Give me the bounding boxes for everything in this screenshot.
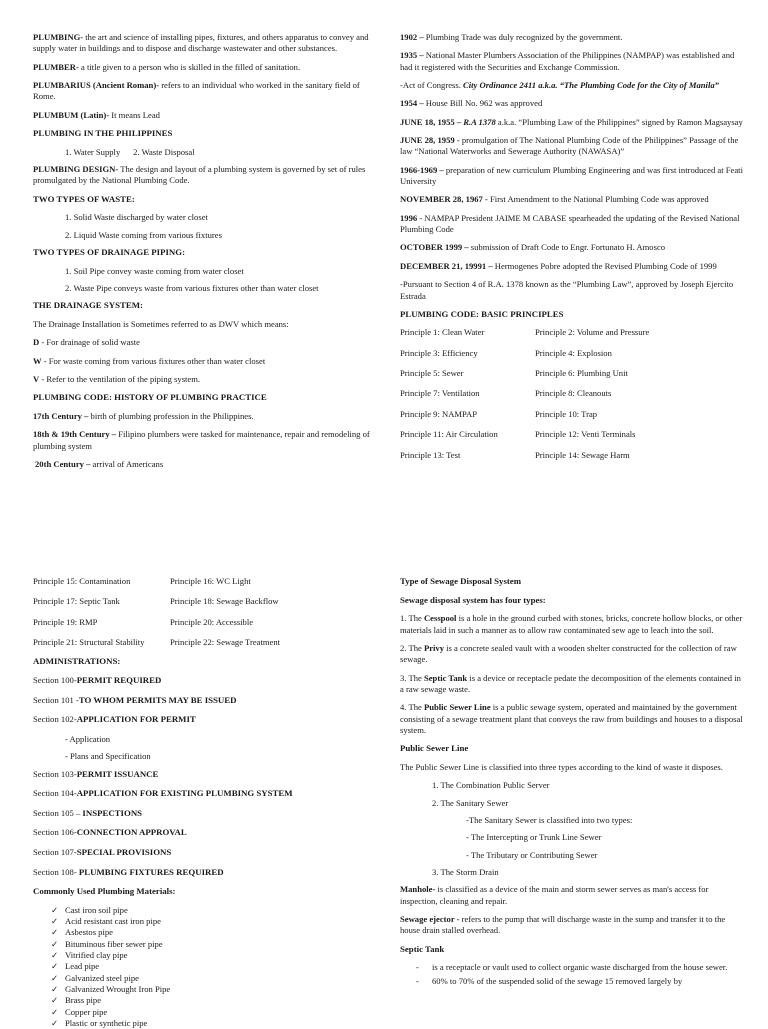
history-act: -Act of Congress. City Ordinance 2411 a.k.a. “The Plumbing Code for the City of Manila” bbox=[400, 80, 719, 91]
sanitary-sewer-text: -The Sanitary Sewer is classified into two types: bbox=[466, 814, 633, 825]
principle-item: Principle 17: Septic Tank bbox=[33, 596, 120, 607]
check-icon: ✓ bbox=[51, 950, 59, 961]
heading-basic-principles: PLUMBING CODE: BASIC PRINCIPLES bbox=[400, 308, 564, 319]
section-item: Section 105 – INSPECTIONS bbox=[33, 807, 143, 818]
history-1935: 1935 – National Master Plumbers Association of the Philippines (NAMPAP) was established and had it registered with the Securities and Exchange Commission. bbox=[400, 50, 735, 72]
sewer-type-item: 2. The Sanitary Sewer bbox=[432, 797, 509, 808]
philippines-items: 1. Water Supply 2. Waste Disposal bbox=[65, 146, 195, 157]
principles-grid-continued bbox=[33, 576, 373, 648]
drainage-text: The Drainage Installation is Sometimes referred to as DWV which means: bbox=[33, 318, 289, 329]
list-item: ✓ Acid resistant cast iron pipe bbox=[51, 916, 161, 927]
history-17th: 17th Century – birth of plumbing profession in the Philippines. bbox=[33, 410, 254, 421]
application-item: - Plans and Specification bbox=[65, 751, 151, 762]
heading-history: PLUMBING CODE: HISTORY OF PLUMBING PRACTICE bbox=[33, 392, 267, 403]
column-definitions bbox=[33, 32, 373, 477]
history-20th: 20th Century – arrival of Americans bbox=[35, 458, 164, 469]
principle-item: Principle 16: WC Light bbox=[170, 576, 251, 586]
heading-septic-tank: Septic Tank bbox=[400, 943, 445, 954]
heading-four-types: Sewage disposal system has four types: bbox=[400, 594, 546, 605]
column-sewage-disposal bbox=[400, 576, 745, 989]
heading-drainage-piping: TWO TYPES OF DRAINAGE PIPING: bbox=[33, 247, 186, 257]
sewer-type-item: 1. The Combination Public Server bbox=[432, 780, 550, 791]
section-item: Section 107-SPECIAL PROVISIONS bbox=[33, 846, 172, 857]
list-item: ✓ Copper pipe bbox=[51, 1006, 108, 1017]
principle-item: Principle 22: Sewage Treatment bbox=[170, 637, 281, 648]
principle-item: Principle 4: Explosion bbox=[535, 347, 612, 358]
principle-item: Principle 2: Volume and Pressure bbox=[535, 327, 650, 338]
dwv-v: V - Refer to the ventilation of the piping system. bbox=[33, 373, 201, 384]
principle-item: Principle 1: Clean Water bbox=[400, 327, 485, 338]
history-1954: 1954 – House Bill No. 962 was approved bbox=[400, 98, 543, 109]
waste-item: 2. Liquid Waste coming from various fixtures bbox=[65, 229, 222, 240]
principle-item: Principle 15: Contamination bbox=[33, 576, 131, 586]
heading-materials: Commonly Used Plumbing Materials: bbox=[33, 886, 176, 897]
list-item: ✓ Galvanized steel pipe bbox=[51, 972, 139, 983]
sanitary-sewer-item: - The Intercepting or Trunk Line Sewer bbox=[466, 832, 602, 843]
section-item: Section 100-PERMIT REQUIRED bbox=[33, 674, 162, 685]
heading-public-sewer-line: Public Sewer Line bbox=[400, 743, 469, 754]
list-item: ✓ Cast iron soil pipe bbox=[51, 904, 128, 915]
type-cesspool: 1. The Cesspool is a hole in the ground curbed with stones, bricks, concrete hollow blocks, or other materials laid in such a manner as to allow raw contaminated sew age to leach into the soil. bbox=[400, 613, 743, 635]
history-1955: JUNE 18, 1955 – R.A 1378 a.k.a. “Plumbing Law of the Philippines” signed by Ramon Magsaysay bbox=[400, 116, 743, 127]
history-1966: 1966-1969 – preparation of new curriculum Plumbing Engineering and was first introduced at Feati University bbox=[400, 164, 743, 187]
history-18th-19th: 18th & 19th Century – Filipino plumbers were tasked for maintenance, repair and remodeling of plumbing system bbox=[33, 429, 370, 451]
history-1902: 1902 – Plumbing Trade was duly recognized by the government. bbox=[400, 32, 623, 42]
principle-item: Principle 10: Trap bbox=[535, 408, 598, 419]
septic-item: - is a receptacle or vault used to collect organic waste discharged from the house sewer. bbox=[416, 962, 728, 973]
section-item: Section 104-APPLICATION FOR EXISTING PLUMBING SYSTEM bbox=[33, 788, 293, 799]
check-icon: ✓ bbox=[51, 904, 59, 915]
history-1999: OCTOBER 1999 – submission of Draft Code to Engr. Fortunato H. Amosco bbox=[400, 242, 666, 253]
section-item: Section 106-CONNECTION APPROVAL bbox=[33, 827, 187, 838]
check-icon: ✓ bbox=[51, 984, 59, 995]
definition-plumbing: PLUMBING- the art and science of installing pipes, fixtures, and others apparatus to convey and supply water in buildings and to dispose and discharge wastewater and other substances. bbox=[33, 32, 369, 54]
type-privy: 2. The Privy is a concrete sealed vault with a wooden shelter constructed for the collection of raw sewage. bbox=[400, 642, 737, 665]
piping-item: 1. Soil Pipe convey waste coming from water closet bbox=[65, 265, 244, 276]
list-item: ✓ Bituminous fiber sewer pipe bbox=[51, 938, 163, 949]
principle-item: Principle 8: Cleanouts bbox=[535, 388, 612, 399]
list-item: ✓ Lead pipe bbox=[51, 961, 100, 972]
septic-item: - 60% to 70% of the suspended solid of the sewage 15 removed largely by bbox=[416, 975, 683, 986]
definition-plumbarius: PLUMBARIUS (Ancient Roman)- refers to an individual who worked in the sanitary field of Rome. bbox=[33, 80, 360, 102]
public-sewer-text: The Public Sewer Line is classified into three types according to the kind of waste it disposes. bbox=[400, 761, 723, 772]
sanitary-sewer-item: - The Tributary or Contributing Sewer bbox=[466, 849, 598, 860]
principle-item: Principle 6: Plumbing Unit bbox=[535, 368, 628, 379]
definition-plumbing-design: PLUMBING DESIGN- The design and layout of a plumbing system is governed by set of rules promulgated by the National Plumbing Code. bbox=[33, 164, 366, 186]
heading-plumbing-philippines: PLUMBING IN THE PHILIPPINES bbox=[33, 128, 173, 139]
check-icon: ✓ bbox=[51, 1018, 59, 1029]
application-item: - Application bbox=[65, 733, 111, 744]
check-icon: ✓ bbox=[51, 938, 59, 949]
principle-item: Principle 5: Sewer bbox=[400, 368, 464, 379]
definition-plumbum: PLUMBUM (Latin)- It means Lead bbox=[33, 109, 160, 120]
list-item: ✓ Brass pipe bbox=[51, 995, 102, 1006]
definition-manhole: Manhole- is classified as a device of the main and storm sewer serves as man's access for inspection, cleaning and repair. bbox=[400, 884, 709, 906]
principle-item: Principle 14: Sewage Harm bbox=[535, 449, 630, 460]
check-icon: ✓ bbox=[51, 927, 59, 938]
history-19991: DECEMBER 21, 19991 – Hermogenes Pobre adopted the Revised Plumbing Code of 1999 bbox=[400, 260, 717, 271]
dwv-d: D - For drainage of solid waste bbox=[33, 337, 140, 348]
heading-administrations: ADMINISTRATIONS: bbox=[33, 656, 121, 667]
materials-list bbox=[51, 905, 373, 1029]
list-item: ✓ Galvanized Wrought Iron Pipe bbox=[51, 984, 171, 995]
principle-item: Principle 13: Test bbox=[400, 449, 461, 460]
principle-item: Principle 20: Accessible bbox=[170, 616, 254, 627]
list-item: ✓ Vitrified clay pipe bbox=[51, 950, 128, 961]
sewer-type-item: 3. The Storm Drain bbox=[432, 866, 499, 877]
column-history bbox=[400, 32, 745, 469]
check-icon: ✓ bbox=[51, 995, 59, 1006]
principles-grid bbox=[400, 327, 745, 460]
history-1959: JUNE 28, 1959 - promulgation of The National Plumbing Code of the Philippines” Passage of the law “National Waterworks and Sewerage Authority (NAWASA)” bbox=[400, 135, 739, 157]
heading-sewage-disposal-type: Type of Sewage Disposal System bbox=[400, 576, 522, 586]
principle-item: Principle 21: Structural Stability bbox=[33, 637, 145, 648]
heading-drainage-system: THE DRAINAGE SYSTEM: bbox=[33, 300, 143, 311]
type-septic-tank: 3. The Septic Tank is a device or receptacle pedate the decomposition of the elements contained in a raw sewage waste. bbox=[400, 672, 741, 694]
definition-sewage-ejector: Sewage ejector - refers to the pump that will discharge waste in the sump and transfer it to the house drain stalled overhead. bbox=[400, 914, 726, 936]
section-item: Section 102-APPLICATION FOR PERMIT bbox=[33, 714, 196, 725]
check-icon: ✓ bbox=[51, 972, 59, 983]
section-item: Section 103-PERMIT ISSUANCE bbox=[33, 768, 159, 779]
list-item: ✓ Plastic or synthetic pipe bbox=[51, 1018, 148, 1029]
waste-item: 1. Solid Waste discharged by water closet bbox=[65, 212, 208, 223]
section-item: Section 108- PLUMBING FIXTURES REQUIRED bbox=[33, 866, 224, 877]
check-icon: ✓ bbox=[51, 961, 59, 972]
principle-item: Principle 7: Ventilation bbox=[400, 388, 480, 399]
check-icon: ✓ bbox=[51, 1006, 59, 1017]
history-pursuant: -Pursuant to Section 4 of R.A. 1378 known as the “Plumbing Law”, approved by Joseph Ejercito Estrada bbox=[400, 279, 734, 301]
list-item: ✓ Asbestos pipe bbox=[51, 927, 113, 938]
heading-types-of-waste: TWO TYPES OF WASTE: bbox=[33, 193, 135, 204]
section-item: Section 101 -TO WHOM PERMITS MAY BE ISSUED bbox=[33, 694, 237, 705]
dwv-w: W - For waste coming from various fixtures other than water closet bbox=[33, 355, 266, 366]
column-administration bbox=[33, 576, 373, 1029]
check-icon: ✓ bbox=[51, 916, 59, 927]
piping-item: 2. Waste Pipe conveys waste from various fixtures other than water closet bbox=[65, 282, 319, 293]
history-1996: 1996 - NAMPAP President JAIME M CABASE spearheaded the updating of the Revised National Plumbing Code bbox=[400, 212, 740, 235]
principle-item: Principle 19: RMP bbox=[33, 616, 98, 627]
principle-item: Principle 12: Venti Terminals bbox=[535, 429, 636, 440]
principle-item: Principle 11: Air Circulation bbox=[400, 429, 498, 440]
definition-plumber: PLUMBER- a title given to a person who is skilled in the filled of sanitation. bbox=[33, 61, 301, 72]
type-public-sewer-line: 4. The Public Sewer Line is a public sewage system, operated and maintained by the government consisting of a sewage treatment plant that conveys the raw from buildings and houses to a disposal system. bbox=[400, 702, 743, 735]
principle-item: Principle 18: Sewage Backflow bbox=[170, 596, 279, 607]
principle-item: Principle 3: Efficiency bbox=[400, 347, 478, 358]
principle-item: Principle 9: NAMPAP bbox=[400, 408, 478, 419]
history-1967: NOVEMBER 28, 1967 - First Amendment to the National Plumbing Code was approved bbox=[400, 194, 709, 205]
